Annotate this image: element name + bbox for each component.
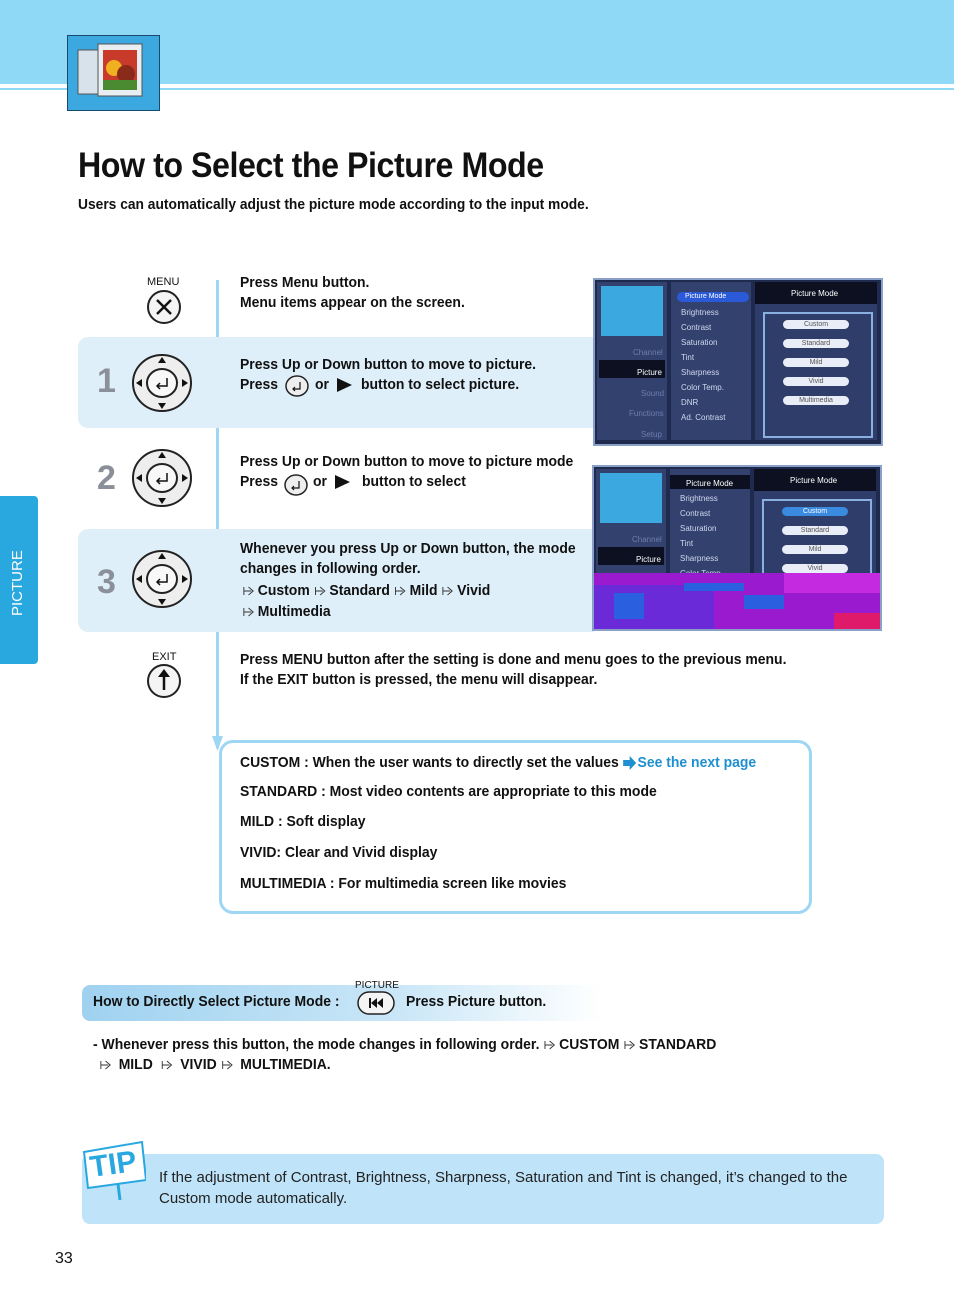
osd2-mid-menu (670, 469, 750, 573)
order-arrow-icon (441, 584, 457, 598)
osd1-menu-picture: Picture (637, 368, 662, 377)
osd2-item-4: Tint (680, 539, 694, 548)
side-tab-label: PICTURE (9, 550, 26, 616)
step1-line-1: Press Up or Down button to move to picture. (240, 356, 537, 373)
menu-button-icon (146, 289, 182, 325)
osd2-left-menu (596, 469, 666, 573)
direct-order-row-1: - Whenever press this button, the mode changes in following order. CUSTOM STANDARD (93, 1036, 717, 1053)
osd1-item-2: Contrast (681, 323, 712, 332)
step2-number: 2 (97, 459, 116, 497)
osd1-item-6: Color Temp. (681, 383, 724, 392)
direct-order-standard: STANDARD (639, 1036, 717, 1053)
order-custom: Custom (257, 582, 310, 599)
step2-tail: button to select (362, 473, 466, 490)
osd1-option-standard: Standard (783, 339, 849, 348)
page-subtitle: Users can automatically adjust the picture mode according to the input mode. (78, 196, 589, 213)
osd2-menu-picture: Picture (636, 555, 661, 564)
osd1-menu-functions: Functions (629, 409, 664, 418)
exit-button-icon (146, 663, 182, 699)
osd2-option-vivid: Vivid (782, 564, 848, 573)
tip-badge (82, 1140, 146, 1200)
osd1-option-multimedia: Multimedia (783, 396, 849, 405)
osd1-mid-menu (671, 282, 751, 440)
step2-or: or (313, 473, 327, 490)
osd1-left-menu (597, 282, 667, 440)
picture-chapter-icon (67, 35, 160, 111)
order-arrow-icon (161, 1058, 177, 1072)
osd2-item-3: Saturation (680, 524, 717, 533)
order-vivid: Vivid (457, 582, 491, 599)
direct-order-custom: CUSTOM (559, 1036, 620, 1053)
intro-line-1: Press Menu button. (240, 274, 370, 291)
osd1-option-custom: Custom (783, 320, 849, 329)
osd1-item-7: DNR (681, 398, 699, 407)
custom-description: CUSTOM : When the user wants to directly set the values See the next page (240, 754, 757, 771)
order-standard: Standard (329, 582, 390, 599)
osd1-menu-channel: Channel (633, 348, 663, 357)
dpad-icon (131, 549, 193, 609)
osd1-item-8: Ad. Contrast (681, 413, 726, 422)
step1-tail: button to select picture. (361, 376, 520, 393)
osd2-item-5: Sharpness (680, 554, 719, 563)
tip-badge-text: TIP (87, 1144, 139, 1185)
osd-screenshot-2 (592, 465, 882, 631)
dpad-icon (131, 448, 193, 508)
exit-button-label: EXIT (152, 651, 177, 663)
tip-text: If the adjustment of Contrast, Brightness, Sharpness, Saturation and Tint is changed, it’s changed to the Custom mode automatically. (159, 1169, 848, 1207)
direct-order-mild: MILD (118, 1056, 153, 1073)
osd1-option-vivid: Vivid (783, 377, 849, 386)
step1-press: Press (240, 376, 279, 393)
dpad-icon (131, 353, 193, 413)
step1-or: or (315, 376, 329, 393)
standard-description: STANDARD : Most video contents are appropriate to this mode (240, 783, 657, 800)
order-arrow-icon (394, 584, 410, 598)
see-next-page-link[interactable]: See the next page (637, 754, 757, 771)
osd1-item-0: Picture Mode (685, 293, 727, 300)
osd2-right-title: Picture Mode (790, 476, 838, 485)
right-arrow-icon (335, 475, 351, 489)
exit-line-2: If the EXIT button is pressed, the menu will disappear. (240, 671, 598, 688)
osd2-option-mild: Mild (782, 545, 848, 554)
osd1-menu-setup: Setup (641, 430, 662, 439)
order-arrow-icon (99, 1058, 115, 1072)
osd2-right-panel (754, 469, 876, 573)
vivid-description: VIVID: Clear and Vivid display (240, 844, 438, 861)
direct-order-vivid: VIVID (180, 1056, 217, 1073)
exit-line-1: Press MENU button after the setting is done and menu goes to the previous menu. (240, 651, 787, 668)
order-arrow-icon (543, 1038, 559, 1052)
order-mild: Mild (409, 582, 438, 599)
step3-line-1: Whenever you press Up or Down button, the mode (240, 540, 576, 557)
step2-line-1: Press Up or Down button to move to picture mode (240, 453, 574, 470)
osd1-right-panel (755, 282, 877, 440)
osd2-picture-icon (600, 473, 662, 523)
order-arrow-icon (314, 584, 330, 598)
direct-order-row-2 (99, 1056, 331, 1073)
osd1-item-4: Tint (681, 353, 695, 362)
osd1-item-5: Sharpness (681, 368, 720, 377)
osd2-item-2: Contrast (680, 509, 711, 518)
step3-order-row-1 (242, 581, 490, 601)
osd2-item-0: Picture Mode (686, 479, 734, 488)
osd2-option-standard: Standard (782, 526, 848, 535)
enter-button-icon (285, 375, 309, 397)
osd2-option-custom: Custom (782, 507, 848, 516)
page-number: 33 (55, 1250, 73, 1267)
osd1-item-1: Brightness (681, 308, 719, 317)
osd2-item-1: Brightness (680, 494, 718, 503)
side-tab-picture (0, 496, 38, 664)
osd2-glitch-area (594, 573, 880, 629)
direct-order-multimedia: MULTIMEDIA. (240, 1056, 331, 1073)
osd1-picture-icon (601, 286, 663, 336)
mild-description: MILD : Soft display (240, 813, 366, 830)
picture-button-label: PICTURE (355, 980, 399, 991)
menu-button-label: MENU (147, 276, 180, 288)
order-arrow-icon (221, 1058, 237, 1072)
page-title: How to Select the Picture Mode (78, 146, 544, 185)
osd2-menu-channel: Channel (632, 535, 662, 544)
osd1-right-title: Picture Mode (791, 289, 839, 298)
picture-button-icon (357, 991, 395, 1015)
direct-select-label: How to Directly Select Picture Mode : (93, 993, 340, 1010)
osd1-item-3: Saturation (681, 338, 718, 347)
blue-arrow-icon (623, 756, 638, 770)
multimedia-description: MULTIMEDIA : For multimedia screen like movies (240, 875, 567, 892)
order-arrow-icon (242, 605, 258, 619)
order-arrow-icon (242, 584, 258, 598)
osd1-menu-sound: Sound (641, 389, 665, 398)
order-arrow-icon (623, 1038, 639, 1052)
direct-press-text: Press Picture button. (406, 993, 547, 1010)
intro-line-2: Menu items appear on the screen. (240, 294, 465, 311)
osd1-option-mild: Mild (783, 358, 849, 367)
step1-number: 1 (97, 362, 116, 400)
order-multimedia: Multimedia (257, 603, 331, 620)
step3-line-2: changes in following order. (240, 560, 421, 577)
osd-screenshot-1 (593, 278, 883, 446)
enter-button-icon (284, 474, 308, 496)
right-arrow-icon (337, 378, 353, 392)
step2-press: Press (240, 473, 279, 490)
step3-number: 3 (97, 563, 116, 601)
step3-order-row-2 (242, 602, 331, 622)
